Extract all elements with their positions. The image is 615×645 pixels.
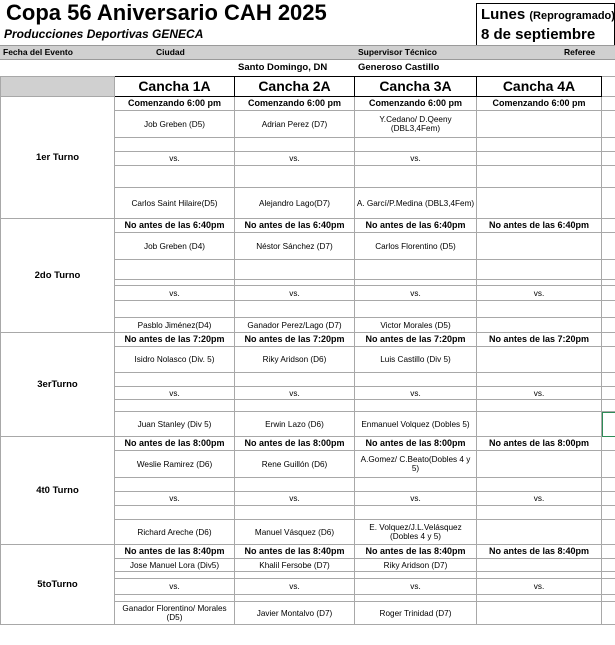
label-referee: Referee xyxy=(564,47,596,57)
start-time: No antes de las 8:00pm xyxy=(235,437,355,451)
empty-cell xyxy=(355,478,477,492)
empty-cell xyxy=(355,400,477,412)
player-1 xyxy=(477,559,602,572)
vs-label: vs. xyxy=(235,387,355,400)
edge-cell xyxy=(602,602,615,625)
vs-label: vs. xyxy=(355,152,477,166)
vs-label: vs. xyxy=(477,492,602,506)
edge-cell xyxy=(602,347,615,373)
player-1: Adrian Perez (D7) xyxy=(235,111,355,138)
player-1: Khalil Fersobe (D7) xyxy=(235,559,355,572)
player-2 xyxy=(477,188,602,219)
schedule-table xyxy=(0,76,615,625)
court-header-4: Cancha 4A xyxy=(477,77,602,97)
player-1 xyxy=(477,111,602,138)
edge-cell xyxy=(602,437,615,451)
edge-cell xyxy=(602,451,615,478)
empty-cell xyxy=(235,478,355,492)
edge-cell xyxy=(602,260,615,280)
start-time: No antes de las 8:00pm xyxy=(477,437,602,451)
edge-cell xyxy=(602,545,615,559)
turn-5-row xyxy=(1,545,615,559)
start-time: Comenzando 6:00 pm xyxy=(355,97,477,111)
empty-cell xyxy=(115,478,235,492)
vs-label xyxy=(477,152,602,166)
player-2: A. Garcí/P.Medina (DBL3,4Fem) xyxy=(355,188,477,219)
edge-cell xyxy=(602,166,615,188)
edge-cell xyxy=(602,478,615,492)
empty-cell xyxy=(115,572,235,579)
start-time: No antes de las 6:40pm xyxy=(477,219,602,233)
empty-cell xyxy=(477,373,602,387)
empty-cell xyxy=(477,595,602,602)
start-time: No antes de las 7:20pm xyxy=(355,333,477,347)
empty-cell xyxy=(235,400,355,412)
player-1: Job Greben (D5) xyxy=(115,111,235,138)
edge-cell xyxy=(602,138,615,152)
city-value: Santo Domingo, DN xyxy=(238,62,328,73)
empty-cell xyxy=(235,572,355,579)
vs-label: vs. xyxy=(477,579,602,595)
player-1 xyxy=(477,233,602,260)
player-1 xyxy=(477,451,602,478)
day-label: Lunes xyxy=(481,6,526,23)
empty-cell xyxy=(355,260,477,280)
page-title: Copa 56 Aniversario CAH 2025 xyxy=(6,0,327,25)
empty-cell xyxy=(477,478,602,492)
vs-label: vs. xyxy=(235,286,355,301)
player-2: Victor Morales (D5) xyxy=(355,318,477,333)
edge-cell xyxy=(602,219,615,233)
start-time: No antes de las 8:40pm xyxy=(235,545,355,559)
empty-cell xyxy=(235,373,355,387)
player-2: Ganador Perez/Lago (D7) xyxy=(235,318,355,333)
edge-cell xyxy=(602,492,615,506)
vs-label: vs. xyxy=(235,579,355,595)
empty-cell xyxy=(477,166,602,188)
vs-label: vs. xyxy=(355,492,477,506)
start-time: No antes de las 7:20pm xyxy=(115,333,235,347)
empty-cell xyxy=(235,166,355,188)
empty-cell xyxy=(235,301,355,318)
start-time: No antes de las 8:00pm xyxy=(355,437,477,451)
start-time: No antes de las 7:20pm xyxy=(235,333,355,347)
court-header-2: Cancha 2A xyxy=(235,77,355,97)
edge-cell xyxy=(602,77,615,97)
player-1: A.Gomez/ C.Beato(Dobles 4 y 5) xyxy=(355,451,477,478)
empty-cell xyxy=(115,301,235,318)
edge-cell xyxy=(602,400,615,412)
day-note: (Reprogramado) xyxy=(529,10,615,22)
vs-label: vs. xyxy=(115,579,235,595)
turn-4-row xyxy=(1,437,615,451)
vs-label: vs. xyxy=(355,387,477,400)
start-time: Comenzando 6:00 pm xyxy=(477,97,602,111)
start-time: No antes de las 6:40pm xyxy=(355,219,477,233)
player-2: Manuel Vásquez (D6) xyxy=(235,520,355,545)
player-2: Richard Areche (D6) xyxy=(115,520,235,545)
edge-cell xyxy=(602,301,615,318)
player-1: Job Greben (D4) xyxy=(115,233,235,260)
page-subtitle: Producciones Deportivas GENECA xyxy=(4,27,204,41)
start-time: No antes de las 8:40pm xyxy=(355,545,477,559)
vs-label: vs. xyxy=(477,387,602,400)
vs-label: vs. xyxy=(115,152,235,166)
empty-cell xyxy=(355,301,477,318)
vs-label: vs. xyxy=(115,387,235,400)
edge-cell xyxy=(602,579,615,595)
empty-cell xyxy=(355,506,477,520)
empty-cell xyxy=(115,595,235,602)
start-time: No antes de las 6:40pm xyxy=(115,219,235,233)
start-time: No antes de las 8:40pm xyxy=(477,545,602,559)
empty-cell xyxy=(477,301,602,318)
start-time: Comenzando 6:00 pm xyxy=(235,97,355,111)
empty-cell xyxy=(115,506,235,520)
empty-cell xyxy=(115,373,235,387)
vs-label: vs. xyxy=(355,579,477,595)
player-2: Juan Stanley (Div 5) xyxy=(115,412,235,437)
vs-label: vs. xyxy=(115,492,235,506)
player-1: Isidro Nolasco (Div. 5) xyxy=(115,347,235,373)
empty-cell xyxy=(477,400,602,412)
player-2 xyxy=(477,318,602,333)
start-time: No antes de las 7:20pm xyxy=(477,333,602,347)
player-1: Luis Castillo (Div 5) xyxy=(355,347,477,373)
start-time: No antes de las 8:00pm xyxy=(115,437,235,451)
empty-cell xyxy=(477,506,602,520)
player-2: Javier Montalvo (D7) xyxy=(235,602,355,625)
start-time: No antes de las 6:40pm xyxy=(235,219,355,233)
player-2: Pasblo Jiménez(D4) xyxy=(115,318,235,333)
player-1: Weslie Ramirez (D6) xyxy=(115,451,235,478)
player-2 xyxy=(477,412,602,437)
court-header-3: Cancha 3A xyxy=(355,77,477,97)
turn-1-row xyxy=(1,97,615,111)
start-time: Comenzando 6:00 pm xyxy=(115,97,235,111)
edge-cell xyxy=(602,333,615,347)
turn-label: 4t0 Turno xyxy=(1,437,115,545)
player-1: Jose Manuel Lora (Div5) xyxy=(115,559,235,572)
player-2: Roger Trinidad (D7) xyxy=(355,602,477,625)
court-header-1: Cancha 1A xyxy=(115,77,235,97)
player-1 xyxy=(477,347,602,373)
start-time: No antes de las 8:40pm xyxy=(115,545,235,559)
supervisor-value: Generoso Castillo xyxy=(358,62,440,73)
turn-label: 5toTurno xyxy=(1,545,115,625)
edge-cell xyxy=(602,520,615,545)
edge-cell xyxy=(602,233,615,260)
player-1: Rene Guillón (D6) xyxy=(235,451,355,478)
turn-3-row xyxy=(1,333,615,347)
label-supervisor: Supervisor Técnico xyxy=(358,47,437,57)
player-1: Carlos Florentino (D5) xyxy=(355,233,477,260)
empty-cell xyxy=(355,373,477,387)
label-ciudad: Ciudad xyxy=(156,47,185,57)
vs-label: vs. xyxy=(477,286,602,301)
edge-cell xyxy=(602,286,615,301)
empty-cell xyxy=(235,506,355,520)
empty-cell xyxy=(477,138,602,152)
empty-cell xyxy=(235,260,355,280)
empty-cell xyxy=(355,138,477,152)
edge-cell xyxy=(602,97,615,111)
turn-label: 1er Turno xyxy=(1,97,115,219)
empty-cell xyxy=(355,166,477,188)
vs-label: vs. xyxy=(235,492,355,506)
player-1: Riky Aridson (D6) xyxy=(235,347,355,373)
corner-cell xyxy=(1,77,115,97)
edge-cell xyxy=(602,506,615,520)
player-1: Y.Cedano/ D.Qeeny (DBL3,4Fem) xyxy=(355,111,477,138)
player-1: Riky Aridson (D7) xyxy=(355,559,477,572)
vs-label: vs. xyxy=(235,152,355,166)
empty-cell xyxy=(477,572,602,579)
date-box xyxy=(476,3,615,47)
player-2: Enmanuel Volquez (Dobles 5) xyxy=(355,412,477,437)
edge-cell xyxy=(602,373,615,387)
edge-cell xyxy=(602,387,615,400)
edge-cell xyxy=(602,412,615,437)
empty-cell xyxy=(355,572,477,579)
player-2: Erwin Lazo (D6) xyxy=(235,412,355,437)
player-2: E. Volquez/J.L.Velásquez (Dobles 4 y 5) xyxy=(355,520,477,545)
empty-cell xyxy=(235,595,355,602)
empty-cell xyxy=(115,400,235,412)
vs-label: vs. xyxy=(355,286,477,301)
player-2 xyxy=(477,520,602,545)
player-2 xyxy=(477,602,602,625)
column-label-bar xyxy=(0,45,615,60)
edge-cell xyxy=(602,188,615,219)
empty-cell xyxy=(115,166,235,188)
player-2: Ganador Florentino/ Morales (D5) xyxy=(115,602,235,625)
player-2: Alejandro Lago(D7) xyxy=(235,188,355,219)
edge-cell xyxy=(602,318,615,333)
label-fecha: Fecha del Evento xyxy=(3,47,73,57)
date-label: 8 de septiembre xyxy=(481,26,596,43)
empty-cell xyxy=(235,138,355,152)
turn-label: 3erTurno xyxy=(1,333,115,437)
player-2: Carlos Saint Hilaire(D5) xyxy=(115,188,235,219)
empty-cell xyxy=(355,595,477,602)
edge-cell xyxy=(602,572,615,579)
empty-cell xyxy=(115,138,235,152)
empty-cell xyxy=(477,260,602,280)
edge-cell xyxy=(602,152,615,166)
edge-cell xyxy=(602,111,615,138)
court-header-row xyxy=(1,77,615,97)
turn-2-row xyxy=(1,219,615,233)
day-line xyxy=(481,6,615,23)
edge-cell xyxy=(602,559,615,572)
turn-label: 2do Turno xyxy=(1,219,115,333)
player-1: Néstor Sánchez (D7) xyxy=(235,233,355,260)
edge-cell xyxy=(602,595,615,602)
empty-cell xyxy=(115,260,235,280)
vs-label: vs. xyxy=(115,286,235,301)
